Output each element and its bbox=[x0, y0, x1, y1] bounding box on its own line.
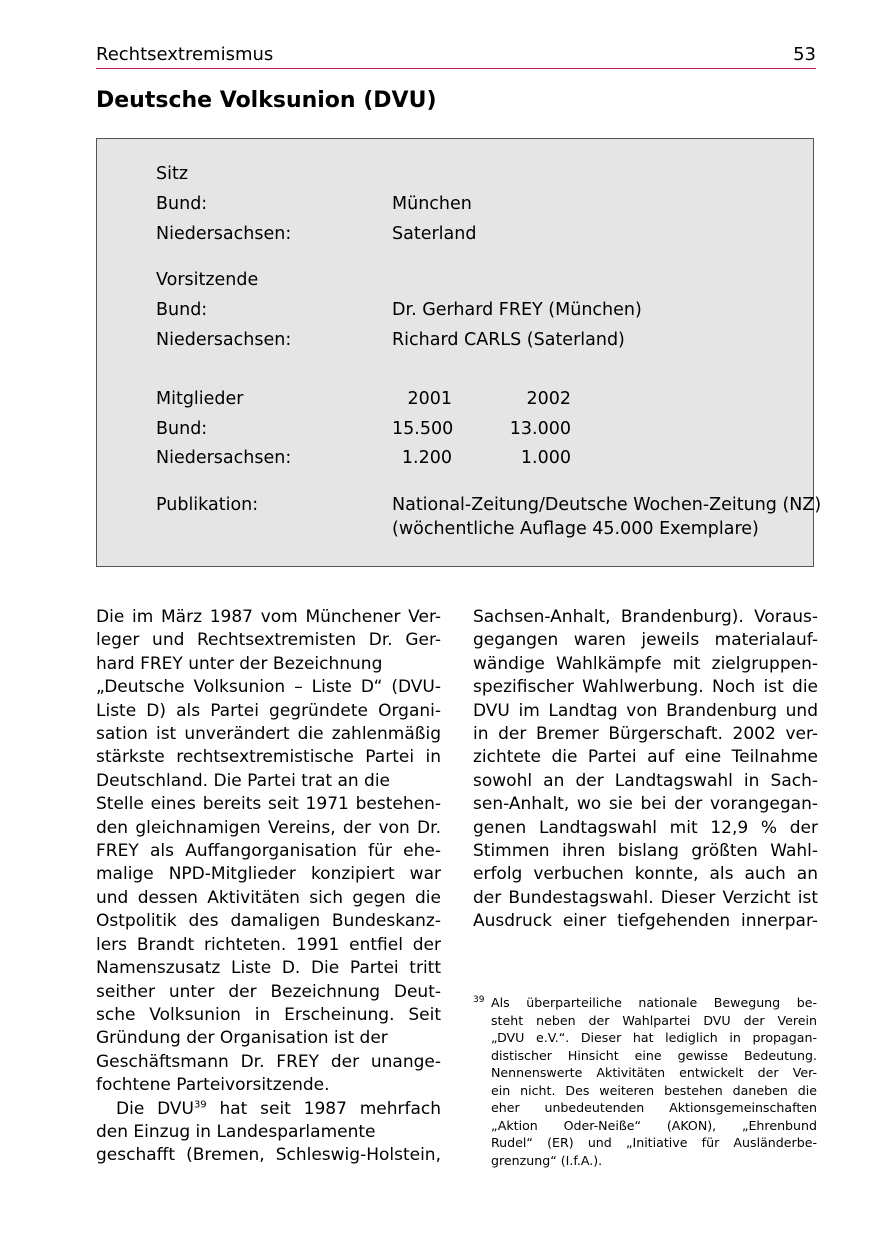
text-line: Deutschland. Die Partei trat an die bbox=[96, 770, 391, 791]
footnote-line: Als überparteiliche nationale Bewegung be- bbox=[491, 995, 817, 1010]
text-line: Die im März 1987 vom Münchener Ver- bbox=[96, 607, 441, 627]
text-line: der Bundestagswahl. Dieser Verzicht ist bbox=[473, 887, 818, 908]
text-line: sation ist unverändert die zahlenmäßig bbox=[96, 724, 441, 745]
mitglieder-nds-2001: 1.200 bbox=[401, 448, 452, 468]
mitglieder-nds-2002: 1.000 bbox=[520, 448, 571, 468]
mitglieder-year-2002: 2002 bbox=[526, 389, 571, 409]
mitglieder-bund-2001: 15.500 bbox=[392, 419, 454, 439]
text-line: sowohl an der Landtagswahl in Sach- bbox=[473, 770, 818, 791]
running-title: Rechtsextremismus bbox=[96, 44, 274, 65]
mitglieder-bund-label: Bund: bbox=[156, 419, 208, 439]
footnote-ref: 39 bbox=[193, 1098, 207, 1110]
publikation-line-2: (wöchentliche Auflage 45.000 Exemplare) bbox=[392, 519, 759, 539]
vorsitzende-nds-value: Richard CARLS (Saterland) bbox=[392, 330, 625, 350]
text-line: sche Volksunion in Erscheinung. Seit bbox=[96, 1004, 441, 1025]
footnote-line: distischer Hinsicht eine gewisse Bedeutung. bbox=[491, 1047, 817, 1063]
text-line: erfolg verbuchen konnte, als auch an bbox=[473, 864, 818, 885]
text-line: zichtete die Partei auf eine Teilnahme bbox=[473, 747, 818, 768]
text-line: Liste D) als Partei gegründete Organi- bbox=[96, 700, 441, 721]
footnote-line: Nennenswerte Aktivitäten entwickelt der Ver- bbox=[491, 1065, 817, 1080]
footnote-line: Rudel“ (ER) und „Initiative für Ausländerbe- bbox=[491, 1135, 817, 1150]
body-column-left bbox=[96, 606, 441, 1168]
footnote-line: „Aktion Oder-Neiße“ (AKON), „Ehrenbund bbox=[491, 1117, 817, 1133]
footnote-text bbox=[491, 994, 817, 1169]
text-line: Ausdruck einer tiefgehenden innerpar- bbox=[473, 911, 818, 932]
sitz-nds-value: Saterland bbox=[392, 224, 477, 244]
vorsitzende-bund-value: Dr. Gerhard FREY (München) bbox=[392, 300, 642, 320]
text-line: DVU im Landtag von Brandenburg und bbox=[473, 700, 818, 721]
text-line: Stimmen ihren bislang größten Wahl- bbox=[473, 841, 818, 862]
footnote-line: „DVU e.V.“. Dieser hat lediglich in propagan- bbox=[491, 1030, 817, 1045]
text-line: Gründung der Organisation ist der bbox=[96, 1028, 388, 1049]
vorsitzende-heading: Vorsitzende bbox=[156, 270, 259, 290]
text-line bbox=[96, 1098, 441, 1121]
text-line: fochtene Parteivorsitzende. bbox=[96, 1075, 330, 1096]
sitz-heading: Sitz bbox=[156, 164, 189, 184]
footnote-line: steht neben der Wahlpartei DVU der Verein bbox=[491, 1012, 817, 1028]
text-line: „Deutsche Volksunion – Liste D“ (DVU- bbox=[96, 677, 441, 698]
text-line: in der Bremer Bürgerschaft. 2002 ver- bbox=[473, 724, 818, 745]
text-line: den gleichnamigen Vereins, der von Dr. bbox=[96, 817, 441, 838]
sitz-bund-value: München bbox=[392, 194, 472, 214]
text-line: leger und Rechtsextremisten Dr. Ger- bbox=[96, 630, 441, 651]
publikation-label: Publikation: bbox=[156, 495, 259, 515]
text-line: malige NPD-Mitglieder konzipiert war bbox=[96, 864, 441, 885]
vorsitzende-bund-label: Bund: bbox=[156, 300, 208, 320]
text-line: den Einzug in Landesparlamente bbox=[96, 1121, 376, 1142]
text-line: genen Landtagswahl mit 12,9 % der bbox=[473, 817, 818, 838]
sitz-nds-label: Niedersachsen: bbox=[156, 224, 292, 244]
publikation-line-1: National-Zeitung/Deutsche Wochen-Zeitung (NZ) bbox=[392, 495, 822, 515]
text-line: Sachsen-Anhalt, Brandenburg). Voraus- bbox=[473, 607, 818, 627]
mitglieder-heading: Mitglieder bbox=[156, 389, 244, 409]
footnote-number: 39 bbox=[473, 995, 485, 1005]
footnote-line: eher unbedeutenden Aktionsgemeinschaften bbox=[491, 1100, 817, 1115]
text-line: geschafft (Bremen, Schleswig-Holstein, bbox=[96, 1145, 441, 1166]
mitglieder-year-2001: 2001 bbox=[407, 389, 452, 409]
mitglieder-bund-2002: 13.000 bbox=[509, 419, 571, 439]
text-line: und dessen Aktivitäten sich gegen die bbox=[96, 887, 441, 908]
text-line: Namenszusatz Liste D. Die Partei tritt bbox=[96, 958, 441, 979]
mitglieder-nds-label: Niedersachsen: bbox=[156, 448, 292, 468]
running-header bbox=[96, 42, 816, 69]
section-title: Deutsche Volksunion (DVU) bbox=[96, 88, 437, 113]
text-line: Stelle eines bereits seit 1971 bestehen- bbox=[96, 794, 441, 815]
text-line: spezifischer Wahlwerbung. Noch ist die bbox=[473, 677, 818, 698]
body-column-right bbox=[473, 606, 818, 934]
text-line: Geschäftsmann Dr. FREY der unange- bbox=[96, 1051, 441, 1072]
text-line: FREY als Auffangorganisation für ehe- bbox=[96, 841, 441, 862]
page-number: 53 bbox=[793, 44, 816, 65]
text-line: seither unter der Bezeichnung Deut- bbox=[96, 981, 441, 1002]
text-line: hard FREY unter der Bezeichnung bbox=[96, 653, 383, 674]
text-line: stärkste rechtsextremistische Partei in bbox=[96, 747, 441, 768]
footnote-line: grenzung“ (I.f.A.). bbox=[491, 1152, 603, 1168]
text-line: Ostpolitik des damaligen Bundeskanz- bbox=[96, 911, 441, 932]
sitz-bund-label: Bund: bbox=[156, 194, 208, 214]
para2-start: Die DVU bbox=[116, 1098, 194, 1119]
footnote-line: ein nicht. Des weiteren bestehen daneben die bbox=[491, 1082, 817, 1098]
text-line: gegangen waren jeweils materialauf- bbox=[473, 630, 818, 651]
text-line: lers Brandt richteten. 1991 entfiel der bbox=[96, 934, 441, 955]
text-line: sen-Anhalt, wo sie bei der vorangegan- bbox=[473, 794, 818, 815]
text-line: wändige Wahlkämpfe mit zielgruppen- bbox=[473, 653, 818, 674]
vorsitzende-nds-label: Niedersachsen: bbox=[156, 330, 292, 350]
para2-line1-rest: hat seit 1987 mehrfach bbox=[206, 1098, 441, 1119]
party-infobox bbox=[96, 138, 822, 567]
